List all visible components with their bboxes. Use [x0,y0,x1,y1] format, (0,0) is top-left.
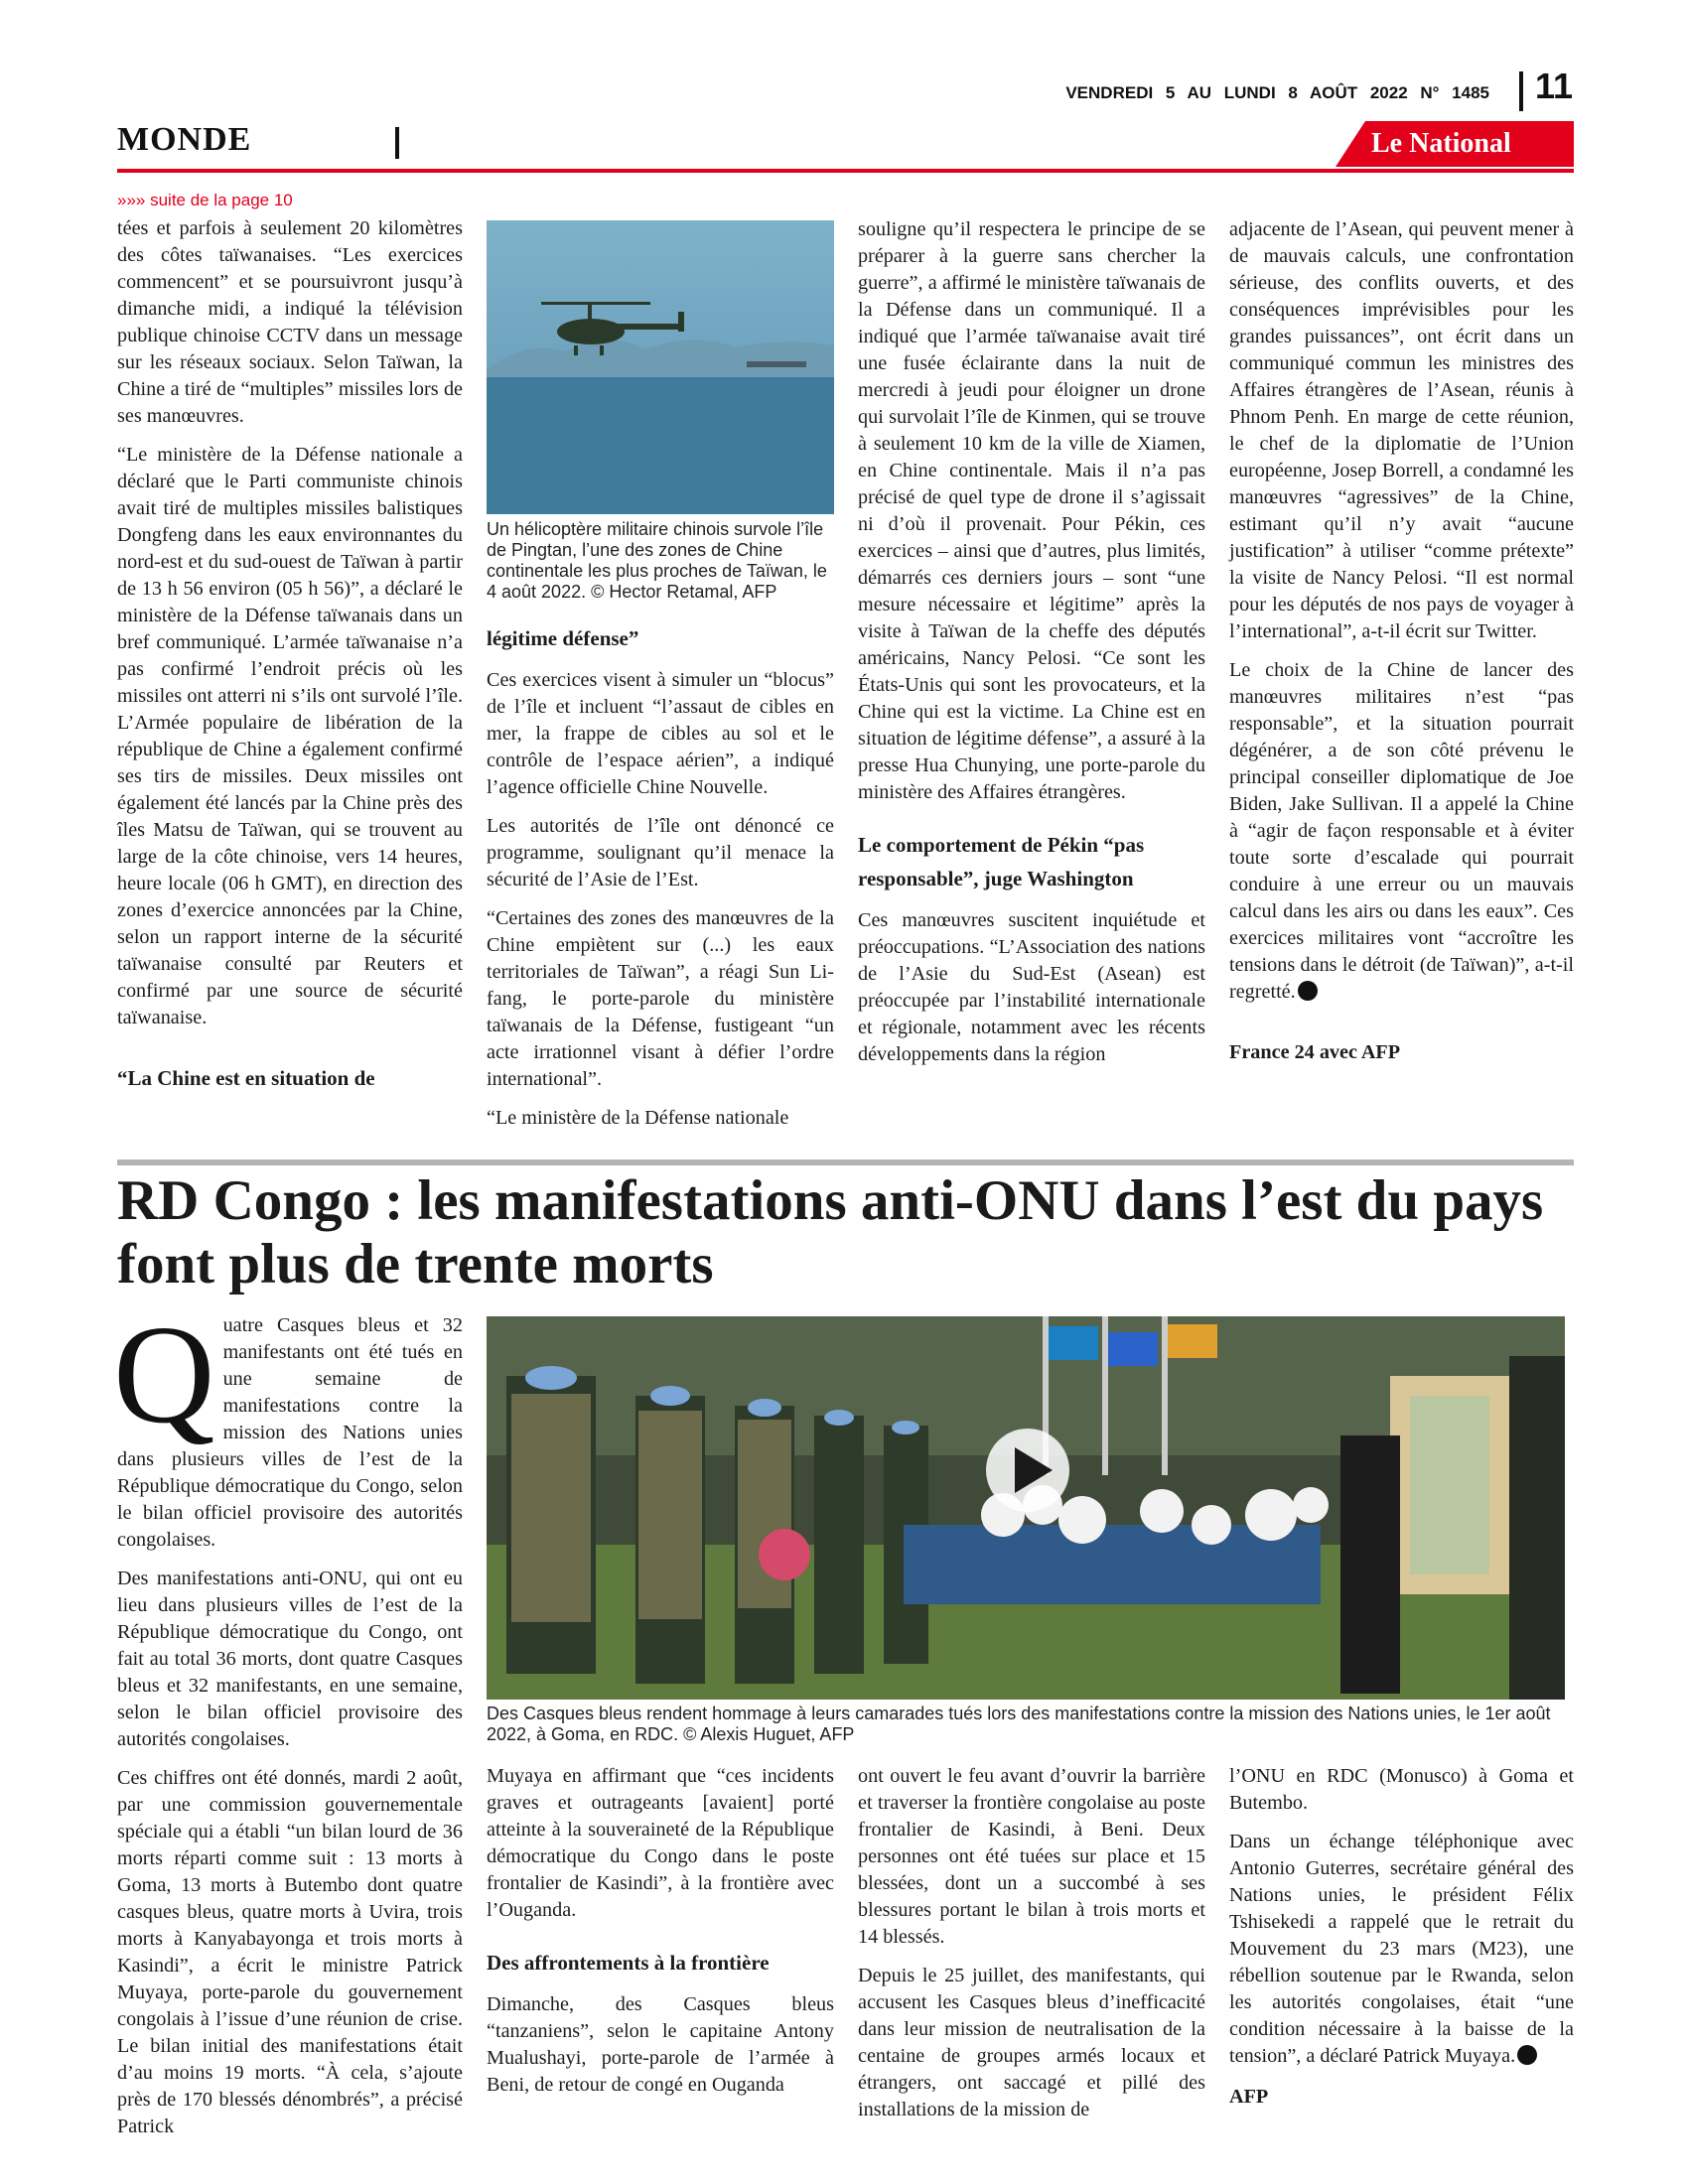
end-of-article-icon [1298,981,1318,1001]
peacekeepers-photo-caption: Des Casques bleus rendent hommage à leurs camarades tués lors des manifestations contre la mission des Nations unies, le 1er août 2022, à Goma, en RDC. © Alexis Huguet, AFP [487,1704,1551,1744]
subheading: Le comportement de Pékin “pas responsable”, juge Washington [858,833,1145,890]
subheading: “La Chine est en situation de [117,1066,375,1090]
paragraph: Ces exercices visent à simuler un “blocus” de l’île et incluent “l’assaut de cibles en mer, la frappe de cibles au sol et le contrôle de l’espace aérien”, a indiqué l’agence officielle Chine Nouvelle. [487,669,834,798]
lead-text: uatre Casques bleus et 32 manifestants ont été tués en une semaine de manifestations contre la mission des Nations unies dans plusieurs villes de l’est de la République démocratique du Congo, selon le bilan officiel provisoire des autorités congolaises. [117,1314,463,1551]
article1-column-1 [117,187,463,1107]
paragraph-text: Le choix de la Chine de lancer des manœuvres militaires n’est “pas responsable”, et la situation pourrait dégénérer, a de son côté prévenu le principal conseiller diplomatique de Joe Biden, Jake Sullivan. Il a appelé la Chine à “agir de façon responsable et à éviter toute sorte d’escalade qui pourrait conduire à une erreur ou un mauvais calcul dans les airs ou dans les eaux”. Ces exercices militaires vont “accroître les tensions dans le détroit (de Taïwan)”, a-t-il regretté. [1229,659,1574,1003]
paragraph: tées et parfois à seulement 20 kilomètres des côtes taïwanaises. “Les exercices commencent” et se poursuivront jusqu’à dimanche midi, a indiqué la télévision publique chinoise CCTV dans un message sur les réseaux sociaux. Selon Taïwan, la Chine a tiré de “multiples” missiles lors de ses manœuvres. [117,217,463,427]
section-divider [395,127,399,159]
article1-column-2 [487,621,834,1144]
paragraph: souligne qu’il respectera le principe de se préparer à la guerre sans chercher la guerre”, a affirmé le ministère taïwanais de la Défense dans un communiqué. Il a indiqué que l’armée taïwanaise avait tiré une fusée éclairante dans la nuit de mercredi à jeudi pour éloigner un drone qui survolait l’île de Kinmen, qui se trouve à seulement 10 km de la ville de Xiamen, en Chine continentale. Mais il n’a pas précisé de quel type de drone il s’agissait ni d’où il provenait. Pour Pékin, ces exercices – ainsi que d’autres, plus limités, démarrés ces derniers jours – sont “une mesure nécessaire et légitime” après la visite à Taïwan de la cheffe des députés américains, Nancy Pelosi. “Ce sont les États-Unis qui sont les provocateurs, et la Chine qui est la victime. La Chine est en situation de légitime défense”, a assuré à la presse Hua Chunying, une porte-parole du ministère des Affaires étrangères. [858,218,1205,803]
paragraph: “Le ministère de la Défense nationale a déclaré que le Parti communiste chinois avait tiré de multiples missiles balistiques Dongfeng dans les eaux environnantes du nord-est et du sud-ouest de Taïwan à partir de 13 h 56 environ (05 h 56)”, a déclaré le ministère de la Défense taïwanais dans un bref communiqué. L’armée taïwanaise n’a pas confirmé l’endroit précis où les missiles ont atterri ni s’ils ont survolé l’île. L’Armée populaire de libération de la république de Chine a également confirmé ses tirs de missiles. Deux missiles ont également été lancés par la Chine près des îles Matsu de Taïwan, qui se trouvent au large de la côte chinoise, vers 14 heures, heure locale (06 h GMT), en direction des zones d’exercice annoncées par la Chine, selon un rapport interne de la sécurité taïwanaise consulté par Reuters et confirmé par une source de sécurité taïwanaise. [117,444,463,1028]
subheading-continued: légitime défense” [487,626,639,650]
header-rule [117,169,1574,173]
subheading: Des affrontements à la frontière [487,1951,770,1975]
helicopter-photo-image [487,220,834,514]
article1-column-3 [858,216,1205,1080]
paragraph: Des manifestations anti-ONU, qui ont eu lieu dans plusieurs villes de l’est de la République démocratique du Congo, ont fait au total 36 morts, dont quatre Casques bleus et 32 manifestants, en une semaine, selon le bilan officiel provisoire des autorités congolaises. [117,1568,463,1750]
byline: AFP [1229,2086,1269,2108]
peacekeepers-photo [487,1316,1565,1700]
paragraph: Muyaya en affirmant que “ces incidents graves et outrageants [avaient] porté atteinte à la souveraineté de la République démocratique du Congo dans le poste frontalier de Kasindi”, à la frontière avec l’Ouganda. [487,1765,834,1921]
dateline: VENDREDI 5 AU LUNDI 8 AOÛT 2022 N° 1485 [1065,83,1489,102]
paragraph: l’ONU en RDC (Monusco) à Goma et Butembo. [1229,1765,1574,1814]
paragraph [1229,657,1574,1006]
article2-column-4 [1229,1763,1574,2111]
paragraph: adjacente de l’Asean, qui peuvent mener à de mauvais calculs, une confrontation sérieuse, des conflits ouverts, et des conséquences imprévisibles pour les grandes puissances”, ont écrit dans un communiqué commun les ministres des Affaires étrangères de l’Asean, réunis à Phnom Penh. En marge de cette réunion, le chef de la diplomatie de l’Union européenne, Josep Borrell, a condamné les manœuvres “agressives” de la Chine, estimant qu’il n’y avait “aucune justification” à utiliser “comme prétexte” la visite de Nancy Pelosi. “Il est normal pour les députés de nos pays de voyager à l’international”, a-t-il écrit sur Twitter. [1229,218,1574,642]
helicopter-photo [487,220,834,514]
section-title: MONDE [117,121,252,158]
paragraph: “Le ministère de la Défense nationale [487,1107,789,1129]
article-divider [117,1160,1574,1165]
brand-name: Le National [1371,128,1511,159]
article2-column-1 [113,1296,463,2152]
headline: RD Congo : les manifestations anti-ONU dans l’est du pays font plus de trente morts [117,1169,1544,1296]
helicopter-photo-caption: Un hélicoptère militaire chinois survole l’île de Pingtan, l’une des zones de Chine continentale les plus proches de Taïwan, le 4 août 2022. © Hector Retamal, AFP [487,519,827,602]
paragraph-text: Dans un échange téléphonique avec Antonio Guterres, secrétaire général des Nations unies, le président Félix Tshisekedi a rappelé que le retrait du Mouvement du 23 mars (M23), une rébellion soutenue par le Rwanda, selon les autorités congolaises, était “une condition nécessaire à la baisse de la tension”, a déclaré Patrick Muyaya. [1229,1831,1574,2067]
byline: France 24 avec AFP [1229,1041,1401,1063]
paragraph: Dimanche, des Casques bleus “tanzaniens”, selon le capitaine Antony Mualushayi, porte-parole de l’armée à Beni, de retour de congé en Ouganda [487,1993,834,2096]
article2-column-3 [858,1763,1205,2135]
paragraph: Ces manœuvres suscitent inquiétude et préoccupations. “L’Association des nations de l’Asie du Sud-Est (Asean) est préoccupée par l’instabilité internationale et régionale, notamment avec les récents développements dans la région [858,909,1205,1065]
end-of-article-icon [1517,2045,1537,2065]
paragraph: Ces chiffres ont été donnés, mardi 2 août, par une commission gouvernementale spéciale qui a établi “un bilan lourd de 36 morts réparti comme suit : 13 morts à Goma, 13 morts à Butembo dont quatre casques bleus, quatre morts à Uvira, trois morts à Kanyabayonga et trois morts à Kasindi”, a écrit le ministre Patrick Muyaya, porte-parole du gouvernement congolais à l’issue d’une réunion de crise. Le bilan initial des manifestations était d’au moins 19 morts. “À cela, s’ajoute près de 170 blessés dénombrés”, a précisé Patrick [117,1767,463,2137]
paragraph: Les autorités de l’île ont dénoncé ce programme, soulignant qu’il menace la sécurité de l’Asie de l’Est. [487,815,834,890]
brand-tab [1336,121,1574,171]
article1-column-4 [1229,216,1574,1066]
paragraph: “Certaines des zones des manœuvres de la Chine empiètent sur (...) les eaux territoriales de Taïwan”, a réagi Sun Li-fang, le porte-parole du ministère taïwanais de la Défense, fustigeant “un acte irrationnel visant à défier l’ordre international”. [487,907,834,1090]
paragraph [1229,1829,1574,2070]
continued-from-label[interactable]: »»» suite de la page 10 [117,191,293,209]
paragraph: Depuis le 25 juillet, des manifestants, qui accusent les Casques bleus d’inefficacité dans leur mission de neutralisation de la centaine de groupes armés locaux et étrangers, ont saccagé et pillé des installations de la mission de [858,1965,1205,2120]
paragraph: ont ouvert le feu avant d’ouvrir la barrière et traverser la frontière congolaise au poste frontalier de Kasindi, à Beni. Deux personnes ont été tuées sur place et 15 blessées, dont un a succombé à ses blessures portant le bilan à trois morts et 14 blessés. [858,1765,1205,1948]
page-number: 11 [1535,66,1574,106]
peacekeepers-photo-image [487,1316,1565,1700]
page-number-divider [1519,71,1523,111]
lead-paragraph [113,1296,463,1554]
drop-cap: Q [113,1296,215,1452]
article2-column-2 [487,1763,834,2111]
